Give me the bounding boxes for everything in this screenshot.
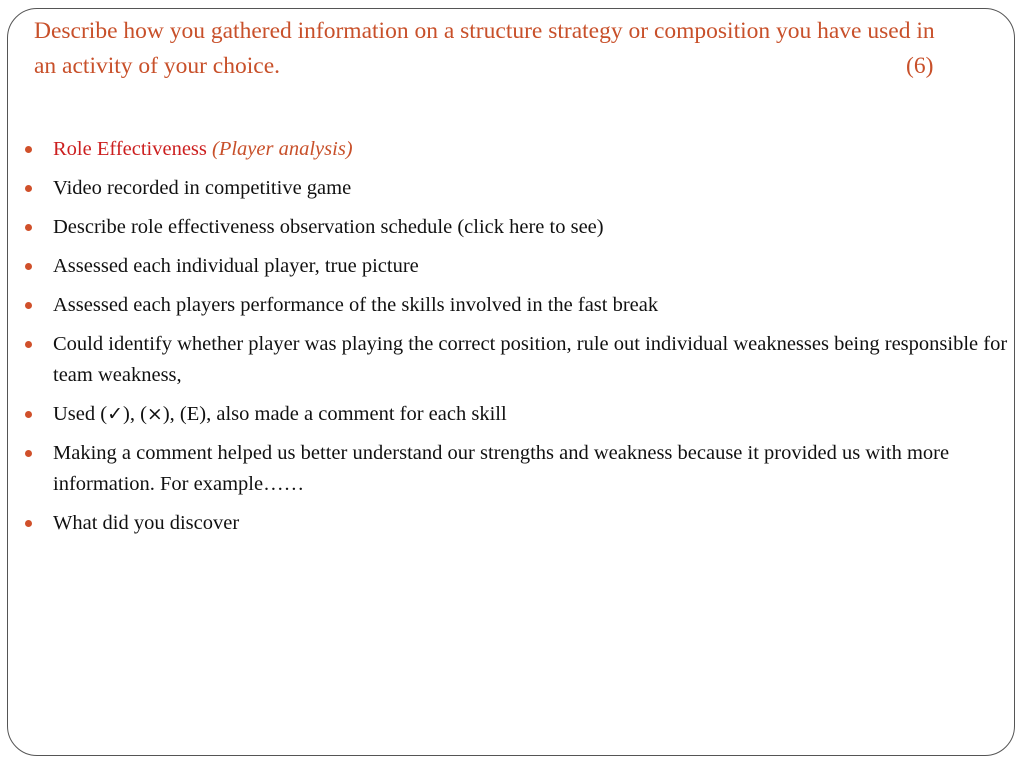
bullet-text: Assessed each players performance of the skills involved in the fast break: [53, 294, 659, 316]
bullet-dot-icon: [25, 146, 32, 153]
bullet-dot-icon: [25, 411, 32, 418]
list-item: [0, 399, 1010, 430]
bullet-text: What did you discover: [53, 512, 240, 534]
bullet-dot-icon: [25, 185, 32, 192]
bullet-list: [0, 134, 1010, 547]
bullet-dot-icon: [25, 341, 32, 348]
list-item: [0, 290, 1010, 321]
list-item: [0, 508, 1010, 539]
bullet-text: Could identify whether player was playing the correct position, rule out individual weaknesses being responsible for team weakness,: [53, 333, 1008, 386]
cross-icon: ×: [146, 403, 163, 425]
bullet-dot-icon: [25, 520, 32, 527]
marks-label: (6): [906, 53, 934, 79]
list-item: [0, 212, 1010, 243]
bullet-text: Making a comment helped us better understand our strengths and weakness because it provided us with more information. For example……: [53, 442, 950, 495]
bullet-text: Assessed each individual player, true picture: [53, 255, 419, 277]
bullet-dot-icon: [25, 450, 32, 457]
list-item: [0, 329, 1010, 391]
bullet-heading: Role Effectiveness: [53, 138, 207, 160]
bullet-text-suffix: ), (E), also made a comment for each skill: [162, 403, 507, 425]
list-item: [0, 173, 1010, 204]
list-item: [0, 251, 1010, 282]
bullet-dot-icon: [25, 224, 32, 231]
slide-title: Describe how you gathered information on a structure strategy or composition you have used in an activity of your choice.: [34, 18, 935, 79]
bullet-text-middle: ), (: [123, 403, 147, 425]
bullet-text[interactable]: Describe role effectiveness observation schedule (click here to see): [53, 216, 604, 238]
bullet-note: (Player analysis): [212, 138, 353, 160]
tick-icon: ✓: [107, 403, 124, 425]
list-item: [0, 438, 1010, 500]
bullet-text: Video recorded in competitive game: [53, 177, 352, 199]
list-item: [0, 134, 1010, 165]
bullet-dot-icon: [25, 263, 32, 270]
bullet-text-prefix: Used (: [53, 403, 108, 425]
bullet-dot-icon: [25, 302, 32, 309]
